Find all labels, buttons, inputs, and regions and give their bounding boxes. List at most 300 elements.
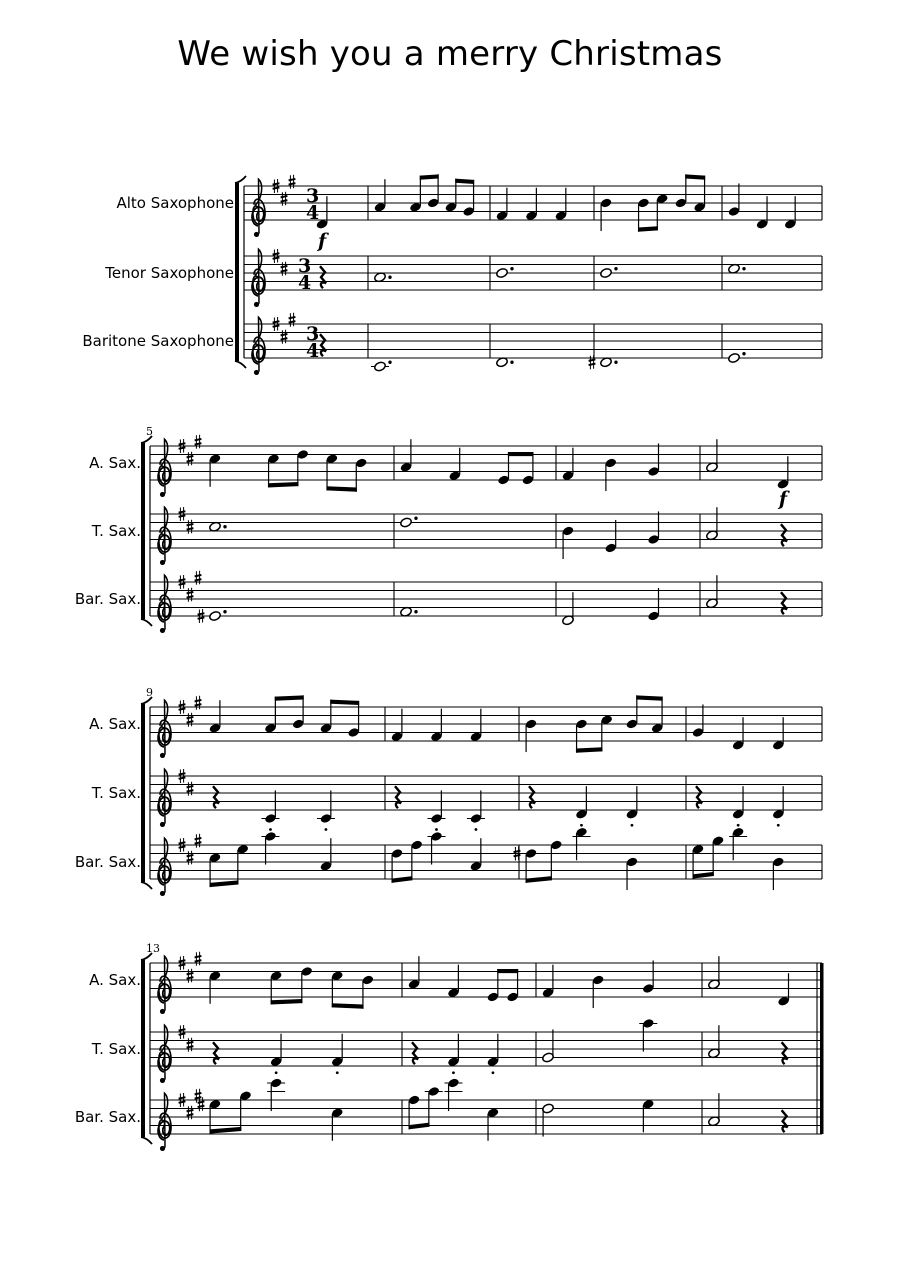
beam: [330, 700, 359, 705]
key-signature-sharp-icon: [195, 952, 202, 966]
sharp-stroke: [195, 575, 202, 576]
measure-number: 9: [146, 686, 153, 699]
key-signature-sharp-icon: [281, 262, 288, 276]
quarter-note: [777, 973, 790, 1007]
quarter-note: [756, 196, 769, 230]
quarter-note: [592, 974, 605, 1008]
augmentation-dot: [388, 276, 391, 279]
time-signature-top: 3: [306, 323, 320, 345]
sharp-stroke: [198, 1101, 205, 1102]
eighth-beam-group: [497, 969, 518, 996]
half-note: [706, 575, 719, 609]
quarter-note: [729, 827, 747, 861]
quarter-note: [317, 790, 335, 830]
quarter-note: [562, 448, 575, 482]
staccato-dot: [492, 1071, 495, 1074]
staccato-dot: [435, 828, 438, 831]
sharp-stroke: [273, 325, 280, 326]
quarter-note: [647, 511, 660, 545]
instrument-label: T. Sax.: [91, 1040, 141, 1058]
staccato-dot: [777, 824, 780, 827]
augmentation-dot: [223, 525, 226, 528]
sharp-stroke: [179, 960, 186, 961]
quarter-note: [642, 1099, 655, 1133]
sharp-stroke: [179, 579, 186, 580]
instrument-label: A. Sax.: [89, 971, 141, 989]
quarter-note: [261, 790, 279, 830]
sharp-stroke: [179, 846, 186, 847]
treble-clef-icon: [158, 1025, 171, 1083]
quarter-note: [267, 1077, 285, 1111]
quarter-note: [732, 786, 745, 826]
system-bracket: [141, 960, 145, 1137]
sharp-stroke: [187, 1042, 194, 1043]
beam: [275, 695, 304, 700]
instrument-label: Tenor Saxophone: [105, 264, 234, 282]
sharp-stroke: [198, 1106, 205, 1107]
quarter-note: [447, 1034, 460, 1074]
quarter-note: [604, 520, 617, 554]
augmentation-dot: [742, 352, 745, 355]
bracket-hook: [141, 619, 152, 626]
quarter-note: [647, 443, 660, 477]
instrument-label: Bar. Sax.: [74, 1108, 141, 1126]
quarter-note: [447, 965, 460, 999]
quarter-rest: [781, 592, 787, 614]
beam: [326, 486, 356, 491]
sharp-stroke: [179, 447, 186, 448]
quarter-note: [772, 786, 785, 826]
quarter-note: [427, 790, 445, 830]
quarter-rest: [782, 1110, 788, 1132]
sharp-stroke: [179, 583, 186, 584]
sharp-stroke: [589, 364, 596, 365]
quarter-note: [777, 456, 790, 490]
time-signature-bottom: 4: [306, 340, 320, 362]
sharp-stroke: [187, 528, 194, 529]
quarter-note: [400, 439, 413, 473]
quarter-note: [692, 704, 705, 738]
key-signature-sharp-icon: [195, 1089, 202, 1103]
quarter-rest: [320, 334, 326, 356]
treble-clef-dot: [254, 370, 259, 375]
key-signature-sharp-icon: [289, 175, 296, 189]
staccato-dot: [325, 828, 328, 831]
instrument-label: A. Sax.: [89, 454, 141, 472]
treble-clef-dot: [254, 302, 259, 307]
quarter-note: [270, 1034, 283, 1074]
quarter-rest: [213, 786, 219, 808]
sharp-stroke: [198, 613, 205, 614]
beam: [210, 1127, 242, 1134]
quarter-note: [430, 709, 443, 743]
staccato-dot: [475, 828, 478, 831]
beam: [638, 226, 658, 231]
staff: [150, 1100, 822, 1134]
instrument-label: Bar. Sax.: [74, 853, 141, 871]
sharp-stroke: [195, 956, 202, 957]
measure-number: 13: [146, 942, 160, 955]
augmentation-dot: [388, 361, 391, 364]
time-signature-bottom: 4: [298, 272, 312, 294]
staccato-dot: [452, 1071, 455, 1074]
eighth-beam-group: [326, 460, 356, 492]
sharp-stroke: [195, 579, 202, 580]
system-bracket: [141, 443, 145, 619]
quarter-note: [496, 188, 509, 222]
sharp-stroke: [179, 515, 186, 516]
beam: [497, 969, 518, 973]
treble-clef-dot: [160, 628, 165, 633]
quarter-note: [555, 188, 568, 222]
staccato-dot: [737, 824, 740, 827]
quarter-note: [772, 856, 785, 890]
staccato-dot: [336, 1071, 339, 1074]
beam: [636, 695, 662, 700]
quarter-note: [525, 188, 538, 222]
sharp-stroke: [187, 855, 194, 856]
sharp-stroke: [195, 704, 202, 705]
half-note: [542, 1029, 555, 1063]
key-signature-sharp-icon: [187, 713, 194, 727]
key-signature-sharp-icon: [187, 520, 194, 534]
system-bracket: [141, 704, 145, 882]
quarter-note: [444, 1077, 462, 1111]
sharp-stroke: [514, 851, 521, 852]
augmentation-dot: [614, 361, 617, 364]
sharp-stroke: [179, 964, 186, 965]
dotted-half-note: [371, 361, 392, 372]
treble-clef-icon: [252, 249, 265, 307]
staff: [150, 446, 822, 480]
quarter-note: [261, 831, 279, 865]
eighth-beam-group: [685, 174, 705, 206]
quarter-note: [467, 790, 485, 830]
staff: [244, 230, 822, 294]
treble-clef-dot: [160, 492, 165, 497]
quarter-rest: [529, 786, 535, 808]
sharp-stroke: [187, 524, 194, 525]
dynamic-marking: f: [778, 488, 788, 510]
eighth-note: [425, 1086, 443, 1097]
key-signature-sharp-icon: [187, 782, 194, 796]
quarter-note: [732, 717, 745, 751]
quarter-note: [448, 448, 461, 482]
quarter-note: [642, 960, 655, 994]
notehead: [209, 610, 222, 621]
treble-clef-dot: [160, 891, 165, 896]
sharp-stroke: [179, 511, 186, 512]
beam: [271, 999, 303, 1004]
sharp-stroke: [273, 257, 280, 258]
time-signature-bottom: 4: [306, 202, 320, 224]
bracket-hook: [141, 1137, 152, 1144]
sharp-stroke: [195, 700, 202, 701]
sharp-stroke: [273, 183, 280, 184]
quarter-note: [600, 197, 613, 231]
treble-clef-icon: [158, 838, 171, 896]
beam: [526, 876, 552, 883]
time-signature-top: 3: [298, 255, 312, 277]
treble-clef-icon: [158, 507, 171, 565]
key-signature-sharp-icon: [195, 435, 202, 449]
quarter-rest: [213, 1042, 219, 1064]
quarter-rest: [320, 266, 326, 288]
staff: [150, 1032, 822, 1066]
sharp-stroke: [187, 859, 194, 860]
augmentation-dot: [510, 361, 513, 364]
sharp-stroke: [187, 1114, 194, 1115]
bracket-hook: [235, 176, 246, 183]
quarter-note: [470, 709, 483, 743]
sharp-stroke: [179, 777, 186, 778]
key-signature-sharp-icon: [187, 851, 194, 865]
notehead: [374, 361, 387, 372]
sharp-stroke: [281, 338, 288, 339]
key-signature-sharp-icon: [195, 696, 202, 710]
sharp-stroke: [281, 266, 288, 267]
augmentation-dot: [614, 267, 617, 270]
measure-number: 5: [146, 425, 153, 438]
eighth-beam-group: [636, 695, 662, 727]
beam: [508, 452, 534, 456]
notehead: [600, 267, 613, 278]
sharp-stroke: [179, 842, 186, 843]
instrument-label: Bar. Sax.: [74, 590, 141, 608]
beam: [332, 1003, 364, 1008]
staccato-dot: [580, 824, 583, 827]
sharp-stroke: [289, 321, 296, 322]
half-note: [706, 507, 719, 541]
augmentation-dot: [414, 610, 417, 613]
sharp-stroke: [195, 443, 202, 444]
sharp-stroke: [289, 183, 296, 184]
sharp-stroke: [514, 855, 521, 856]
sharp-stroke: [187, 973, 194, 974]
treble-clef-dot: [254, 232, 259, 237]
quarter-rest: [696, 786, 702, 808]
half-note: [542, 1103, 555, 1137]
quarter-note: [487, 1107, 500, 1141]
sharp-stroke: [179, 443, 186, 444]
quarter-rest: [412, 1042, 418, 1064]
quarter-note: [427, 831, 445, 865]
quarter-note: [525, 718, 538, 752]
sharp-stroke: [195, 838, 202, 839]
treble-clef-icon: [158, 769, 171, 827]
sharp-stroke: [179, 704, 186, 705]
sharp-stroke: [195, 960, 202, 961]
quarter-note: [647, 588, 660, 622]
quarter-note: [331, 1034, 344, 1074]
key-signature-sharp-icon: [187, 969, 194, 983]
sharp-stroke: [589, 359, 596, 360]
staff: [150, 776, 822, 810]
augmentation-dot: [742, 267, 745, 270]
sharp-stroke: [187, 1110, 194, 1111]
beam: [576, 747, 602, 752]
quarter-note: [470, 838, 483, 872]
quarter-note: [562, 525, 575, 559]
quarter-note: [391, 709, 404, 743]
instrument-label: Baritone Saxophone: [82, 332, 234, 350]
treble-clef-dot: [160, 560, 165, 565]
half-note: [706, 439, 719, 473]
instrument-label: T. Sax.: [91, 784, 141, 802]
beam: [409, 1123, 430, 1130]
staccato-dot: [631, 824, 634, 827]
sharp-stroke: [187, 1046, 194, 1047]
treble-clef-icon: [158, 575, 171, 633]
beam: [455, 179, 474, 184]
key-signature-sharp-icon: [281, 330, 288, 344]
quarter-note: [575, 786, 588, 826]
treble-clef-icon: [252, 317, 265, 375]
quarter-note: [320, 838, 333, 872]
quarter-note: [209, 700, 222, 734]
sharp-stroke: [187, 717, 194, 718]
treble-clef-icon: [158, 1093, 171, 1151]
sharp-stroke: [195, 842, 202, 843]
quarter-note: [209, 970, 222, 1004]
notehead: [728, 352, 741, 363]
quarter-note: [639, 1018, 657, 1052]
sharp-stroke: [281, 200, 288, 201]
beam: [420, 174, 439, 179]
sharp-stroke: [179, 1033, 186, 1034]
sharp-stroke: [281, 270, 288, 271]
treble-clef-dot: [160, 822, 165, 827]
sharp-stroke: [195, 1097, 202, 1098]
quarter-note: [572, 827, 590, 861]
sharp-stroke: [187, 977, 194, 978]
sharp-stroke: [187, 456, 194, 457]
time-signature-top: 3: [306, 185, 320, 207]
sharp-stroke: [198, 617, 205, 618]
key-signature-sharp-icon: [195, 571, 202, 585]
key-signature-sharp-icon: [187, 452, 194, 466]
beam: [210, 880, 239, 887]
sharp-stroke: [179, 1097, 186, 1098]
half-note: [708, 1093, 721, 1127]
sharp-stroke: [179, 1101, 186, 1102]
sharp-stroke: [187, 596, 194, 597]
staccato-dot: [275, 1071, 278, 1074]
key-signature-sharp-icon: [289, 313, 296, 327]
eighth-beam-group: [508, 452, 534, 479]
staff: [150, 582, 822, 616]
key-signature-sharp-icon: [281, 192, 288, 206]
sharp-stroke: [187, 460, 194, 461]
beam: [392, 876, 413, 883]
eighth-beam-group: [332, 977, 364, 1009]
quarter-rest: [781, 524, 787, 546]
sharp-stroke: [195, 439, 202, 440]
dynamic-marking: f: [318, 230, 327, 252]
quarter-note: [374, 179, 387, 213]
sharp-stroke: [281, 196, 288, 197]
staff: [150, 488, 822, 548]
sharp-stroke: [187, 592, 194, 593]
key-signature-sharp-icon: [187, 588, 194, 602]
half-note: [708, 956, 721, 990]
quarter-note: [604, 457, 617, 491]
beam: [693, 872, 714, 879]
treble-clef-icon: [158, 439, 171, 497]
augmentation-dot: [223, 610, 226, 613]
sharp-stroke: [187, 786, 194, 787]
accidental-sharp-icon: [198, 1097, 205, 1111]
quarter-note: [626, 856, 639, 890]
sharp-stroke: [273, 187, 280, 188]
treble-clef-dot: [160, 1009, 165, 1014]
sharp-stroke: [179, 708, 186, 709]
quarter-note: [331, 1107, 344, 1141]
treble-clef-icon: [252, 179, 265, 237]
quarter-note: [784, 196, 797, 230]
beam: [268, 482, 298, 487]
quarter-note: [209, 453, 222, 487]
quarter-rest: [782, 1042, 788, 1064]
sharp-stroke: [289, 317, 296, 318]
treble-clef-dot: [160, 753, 165, 758]
sharp-stroke: [187, 790, 194, 791]
staccato-dot: [269, 828, 272, 831]
system-bracket: [235, 183, 239, 361]
augmentation-dot: [510, 267, 513, 270]
key-signature-sharp-icon: [195, 834, 202, 848]
staff: [150, 845, 822, 879]
augmentation-dot: [414, 517, 417, 520]
sharp-stroke: [273, 321, 280, 322]
key-signature-sharp-icon: [187, 1038, 194, 1052]
instrument-label: Alto Saxophone: [116, 194, 234, 212]
treble-clef-icon: [158, 956, 171, 1014]
instrument-label: A. Sax.: [89, 715, 141, 733]
staff: [150, 963, 822, 997]
treble-clef-dot: [160, 1078, 165, 1083]
score-title: We wish you a merry Christmas: [177, 34, 723, 74]
quarter-note: [542, 965, 555, 999]
half-note: [562, 592, 575, 626]
quarter-note: [772, 717, 785, 751]
sharp-stroke: [195, 1093, 202, 1094]
quarter-rest: [395, 786, 401, 808]
quarter-note: [626, 786, 639, 826]
sharp-stroke: [179, 773, 186, 774]
sharp-stroke: [179, 1029, 186, 1030]
treble-clef-dot: [160, 1146, 165, 1151]
quarter-note: [728, 183, 741, 217]
instrument-label: T. Sax.: [91, 522, 141, 540]
quarter-note: [408, 956, 421, 990]
notehead: [496, 267, 509, 278]
sharp-stroke: [273, 253, 280, 254]
sharp-stroke: [281, 334, 288, 335]
staff: [150, 707, 822, 741]
beam: [685, 174, 705, 179]
key-signature-sharp-icon: [187, 1106, 194, 1120]
quarter-note: [487, 1034, 500, 1074]
sharp-stroke: [289, 179, 296, 180]
sharp-stroke: [187, 721, 194, 722]
final-barline-thick: [820, 963, 824, 1134]
treble-clef-icon: [158, 700, 171, 758]
bracket-hook: [235, 361, 246, 368]
notehead: [400, 517, 413, 528]
half-note: [708, 1025, 721, 1059]
bracket-hook: [141, 882, 152, 889]
